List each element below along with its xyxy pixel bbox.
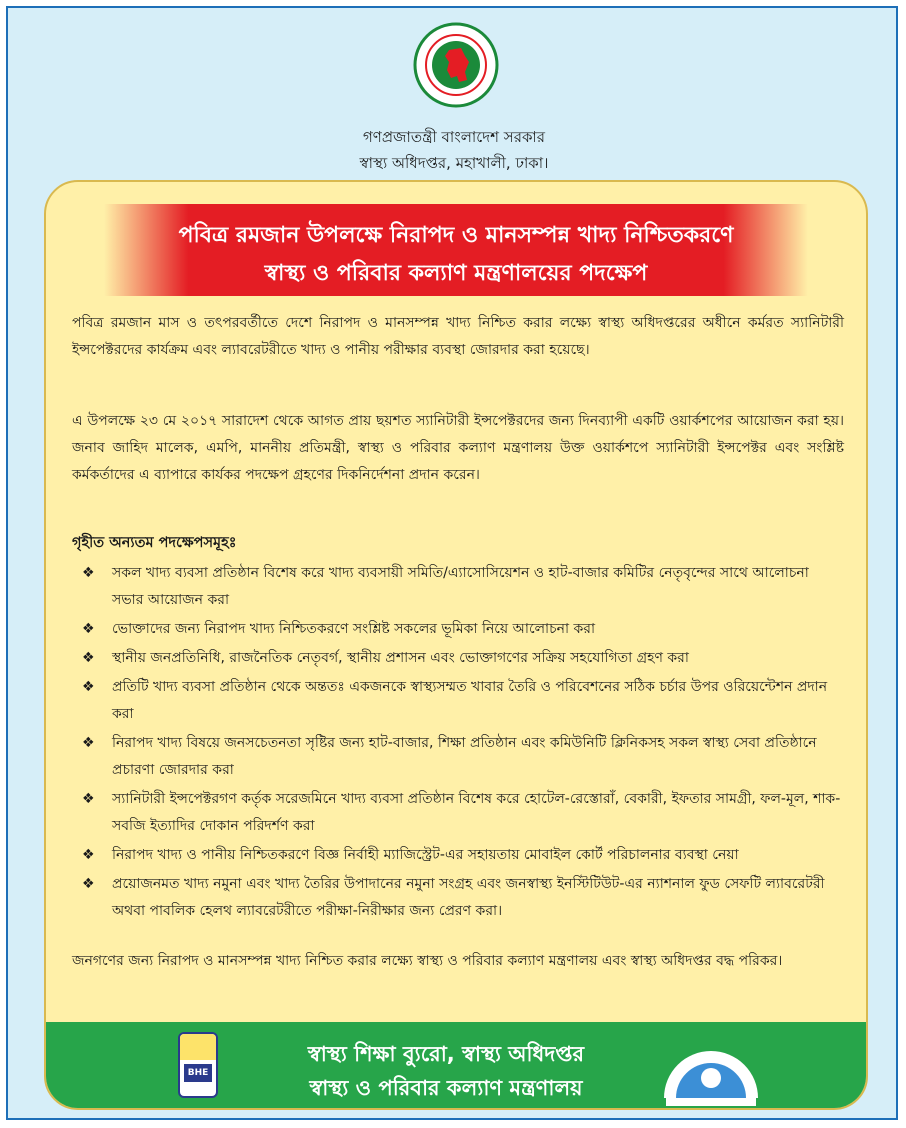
diamond-bullet-icon: ❖ (82, 650, 95, 666)
bhe-logo-icon (178, 1032, 218, 1098)
advertisement-page (6, 6, 898, 1120)
government-name: গণপ্রজাতন্ত্রী বাংলাদেশ সরকার (362, 128, 546, 146)
list-item (72, 674, 844, 728)
banner-title-line-1: পবিত্র রমজান উপলক্ষে নিরাপদ ও মানসম্পন্ন খাদ্য নিশ্চিতকরণে (178, 223, 734, 248)
closing-paragraph: জনগণের জন্য নিরাপদ ও মানসম্পন্ন খাদ্য নিশ্চিত করার লক্ষ্যে স্বাস্থ্য ও পরিবার কল্যাণ মন্ত্রণালয় এবং স্বাস্থ্য অধিদপ্তর বদ্ধ পরিকর। (72, 953, 783, 969)
measures-heading: গৃহীত অন্যতম পদক্ষেপসমূহঃ (72, 535, 237, 551)
list-item-text: স্থানীয় জনপ্রতিনিধি, রাজনৈতিক নেতৃবর্গ, স্থানীয় প্রশাসন এবং ভোক্তাগণের সক্রিয় সহযোগিতা গ্রহণ করা (112, 650, 689, 666)
bhe-logo-text: BHE (184, 1064, 212, 1082)
diamond-bullet-icon: ❖ (82, 565, 95, 581)
diamond-bullet-icon: ❖ (82, 735, 95, 751)
diamond-bullet-icon: ❖ (82, 876, 95, 892)
list-item (72, 730, 844, 784)
list-item (72, 871, 844, 925)
list-item-text: ভোক্তাদের জন্য নিরাপদ খাদ্য নিশ্চিতকরণে সংশ্লিষ্ট সকলের ভূমিকা নিয়ে আলোচনা করা (112, 621, 596, 637)
directorate-address: স্বাস্থ্য অধিদপ্তর, মহাখালী, ঢাকা। (359, 154, 549, 172)
list-item-text: স্যানিটারী ইন্সপেক্টরগণ কর্তৃক সরেজমিনে খাদ্য ব্যবসা প্রতিষ্ঠান বিশেষ করে হোটেল-রেস্তোরাঁ, বেকারী, ইফতার সামগ্রী, ফল-মূল, শাক-সবজি ইত্যাদির দোকান পরিদর্শণ করা (112, 791, 841, 834)
list-item (72, 560, 844, 614)
intro-paragraph: পবিত্র রমজান মাস ও তৎপরবর্তীতে দেশে নিরাপদ ও মানসম্পন্ন খাদ্য নিশ্চিত করার লক্ষ্যে স্বাস্থ্য অধিদপ্তরের অধীনে কর্মরত স্যানিটারী ইন্সপেক্টরদের কার্যক্রম এবং ল্যাবরেটরীতে খাদ্য ও পানীয় পরীক্ষার ব্যবস্থা জোরদার করা হয়েছে। (72, 315, 844, 358)
diamond-bullet-icon: ❖ (82, 679, 95, 695)
list-item (72, 616, 844, 643)
title-banner (104, 204, 808, 296)
footer-band (46, 1022, 868, 1110)
diamond-bullet-icon: ❖ (82, 791, 95, 807)
banner-title-line-2: স্বাস্থ্য ও পরিবার কল্যাণ মন্ত্রণালয়ের পদক্ষেপ (264, 261, 648, 286)
list-item (72, 842, 844, 869)
list-item (72, 645, 844, 672)
diamond-bullet-icon: ❖ (82, 621, 95, 637)
list-item-text: প্রয়োজনমত খাদ্য নমুনা এবং খাদ্য তৈরির উপাদানের নমুনা সংগ্রহ এবং জনস্বাস্থ্য ইনস্টিটিউট-এর ন্যাশনাল ফুড সেফটি ল্যাবরেটরী অথবা পাবলিক হেলথ ল্যাবরেটরীতে পরীক্ষা-নিরীক্ষার জন্য প্রেরণ করা। (112, 876, 825, 919)
bhe-logo-top (180, 1034, 216, 1060)
list-item (72, 786, 844, 840)
measures-list (72, 560, 844, 927)
list-item-text: নিরাপদ খাদ্য ও পানীয় নিশ্চিতকরণে বিজ্ঞ নির্বাহী ম্যাজিস্ট্রেট-এর সহায়তায় মোবাইল কোর্ট পরিচালনার ব্যবস্থা নেয়া (112, 847, 739, 863)
bangladesh-government-seal-icon (413, 22, 499, 108)
diamond-bullet-icon: ❖ (82, 847, 95, 863)
list-item-text: নিরাপদ খাদ্য বিষয়ে জনসচেতনতা সৃষ্টির জন্য হাট-বাজার, শিক্ষা প্রতিষ্ঠান এবং কমিউনিটি ক্লিনিকসহ সকল স্বাস্থ্য সেবা প্রতিষ্ঠানে প্রচারণা জোরদার করা (112, 735, 817, 778)
workshop-paragraph: এ উপলক্ষে ২৩ মে ২০১৭ সারাদেশ থেকে আগত প্রায় ছয়শত স্যানিটারী ইন্সপেক্টরদের জন্য দিনব্যাপী একটি ওয়ার্কশপের আয়োজন করা হয়। জনাব জাহিদ মালেক, এমপি, মাননীয় প্রতিমন্ত্রী, স্বাস্থ্য ও পরিবার কল্যাণ মন্ত্রণালয় উক্ত ওয়ার্কশপে স্যানিটারী ইন্সপেক্টর এবং সংশ্লিষ্ট কর্মকর্তাদের এ ব্যাপারে কার্যকর পদক্ষেপ গ্রহণের দিকনির্দেশনা প্রদান করেন। (72, 413, 844, 483)
list-item-text: প্রতিটি খাদ্য ব্যবসা প্রতিষ্ঠান থেকে অন্ততঃ একজনকে স্বাস্থ্যসম্মত খাবার তৈরি ও পরিবেশনের সঠিক চর্চার উপর ওরিয়েন্টেশন প্রদান করা (112, 679, 828, 722)
content-card (44, 180, 868, 1110)
footer-ministry-name: স্বাস্থ্য ও পরিবার কল্যাণ মন্ত্রণালয় (309, 1076, 583, 1100)
list-item-text: সকল খাদ্য ব্যবসা প্রতিষ্ঠান বিশেষ করে খাদ্য ব্যবসায়ী সমিতি/এ্যাসোসিয়েশন ও হাট-বাজার কমিটির নেতৃবৃন্দের সাথে আলোচনা সভার আয়োজন করা (112, 565, 809, 608)
ministry-campaign-logo-icon (656, 1028, 766, 1108)
footer-bureau-name: স্বাস্থ্য শিক্ষা ব্যুরো, স্বাস্থ্য অধিদপ্তর (307, 1042, 585, 1066)
